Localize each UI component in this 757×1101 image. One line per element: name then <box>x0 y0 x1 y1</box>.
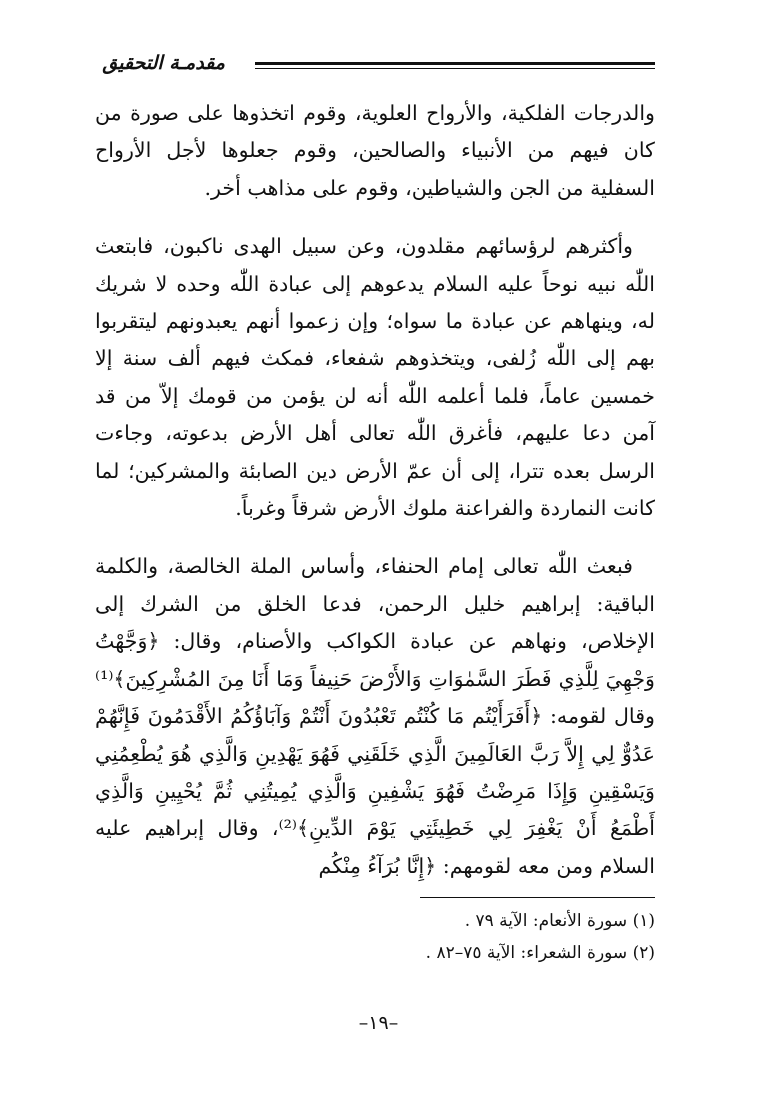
footnote: (٢) سورة الشعراء: الآية ٧٥–٨٢ . <box>425 943 655 963</box>
page-header <box>95 40 655 80</box>
footnote-separator <box>420 897 655 898</box>
header-rule <box>255 62 655 69</box>
paragraph: وأكثرهم لرؤسائهم مقلدون، وعن سبيل الهدى ناكبون، فابتعث اللّٰه نبيه نوحاً عليه السلام يدعوهم إلى عبادة اللّٰه وحده لا شريك له، وينهاهم عن عبادة ما سواه؛ وإن زعموا أنهم يعبدونهم ليتقربوا بهم إلى اللّٰه زُلفى، ويتخذوهم شفعاء، فمكث فيهم ألف سنة إلا خمسين عاماً، فلما أعلمه اللّٰه أنه لن يؤمن من قومك إلاّ من قد آمن دعا عليهم، فأغرق اللّٰه تعالى أهل الأرض بدعوته، وجاءت الرسل بعده تترا، إلى أن عمّ الأرض دين الصابئة والمشركين؛ لما كانت النماردة والفراعنة ملوك الأرض شرقاً وغرباً. <box>95 234 656 521</box>
footnote: (١) سورة الأنعام: الآية ٧٩ . <box>464 911 655 931</box>
paragraph: والدرجات الفلكية، والأرواح العلوية، وقوم اتخذوها على صورة من كان فيهم من الأنبياء والصالحين، وقوم جعلوها لأجل الأرواح السفلية من الجن والشياطين، وقوم على مذاهب أخر. <box>95 101 655 200</box>
running-title: مقدمـة التحقيق <box>102 52 225 74</box>
body-text <box>95 95 655 885</box>
paragraph: فبعث اللّٰه تعالى إمام الحنفاء، وأساس الملة الخالصة، والكلمة الباقية: إبراهيم خليل الرحمن، فدعا الخلق من الشرك إلى الإخلاص، ونهاهم عن عبادة الكواكب والأصنام، وقال: ﴿وَجَّهْتُ وَجْهِيَ لِلَّذِي فَطَرَ السَّمٰوَاتِ وَالأَرْضَ حَنِيفاً وَمَا أَنَا مِنَ المُشْرِكِينَ﴾⁽¹⁾ وقال لقومه: ﴿أَفَرَأَيْتُم مَا كُنْتُم تَعْبُدُونَ أَنْتُمْ وَآبَاؤُكُمُ الأَقْدَمُونَ فَإِنَّهُمْ عَدُوٌّ لِي إِلاَّ رَبَّ العَالَمِينَ الَّذِي خَلَقَنِي فَهُوَ يَهْدِينِ وَالَّذِي هُوَ يُطْعِمُنِي وَيَسْقِينِ وَإِذَا مَرِضْتُ فَهُوَ يَشْفِينِ وَالَّذِي يُمِيتُنِي ثُمَّ يُحْيِينِ وَالَّذِي أَطْمَعُ أَنْ يَغْفِرَ لِي خَطِيئَتِي يَوْمَ الدِّينِ﴾⁽²⁾، وقال إبراهيم عليه السلام ومن معه لقومهم: ﴿إِنَّا بُرَآءُ مِنْكُم <box>95 554 655 878</box>
page-number: –١٩– <box>358 1012 399 1034</box>
footnotes <box>95 905 655 969</box>
